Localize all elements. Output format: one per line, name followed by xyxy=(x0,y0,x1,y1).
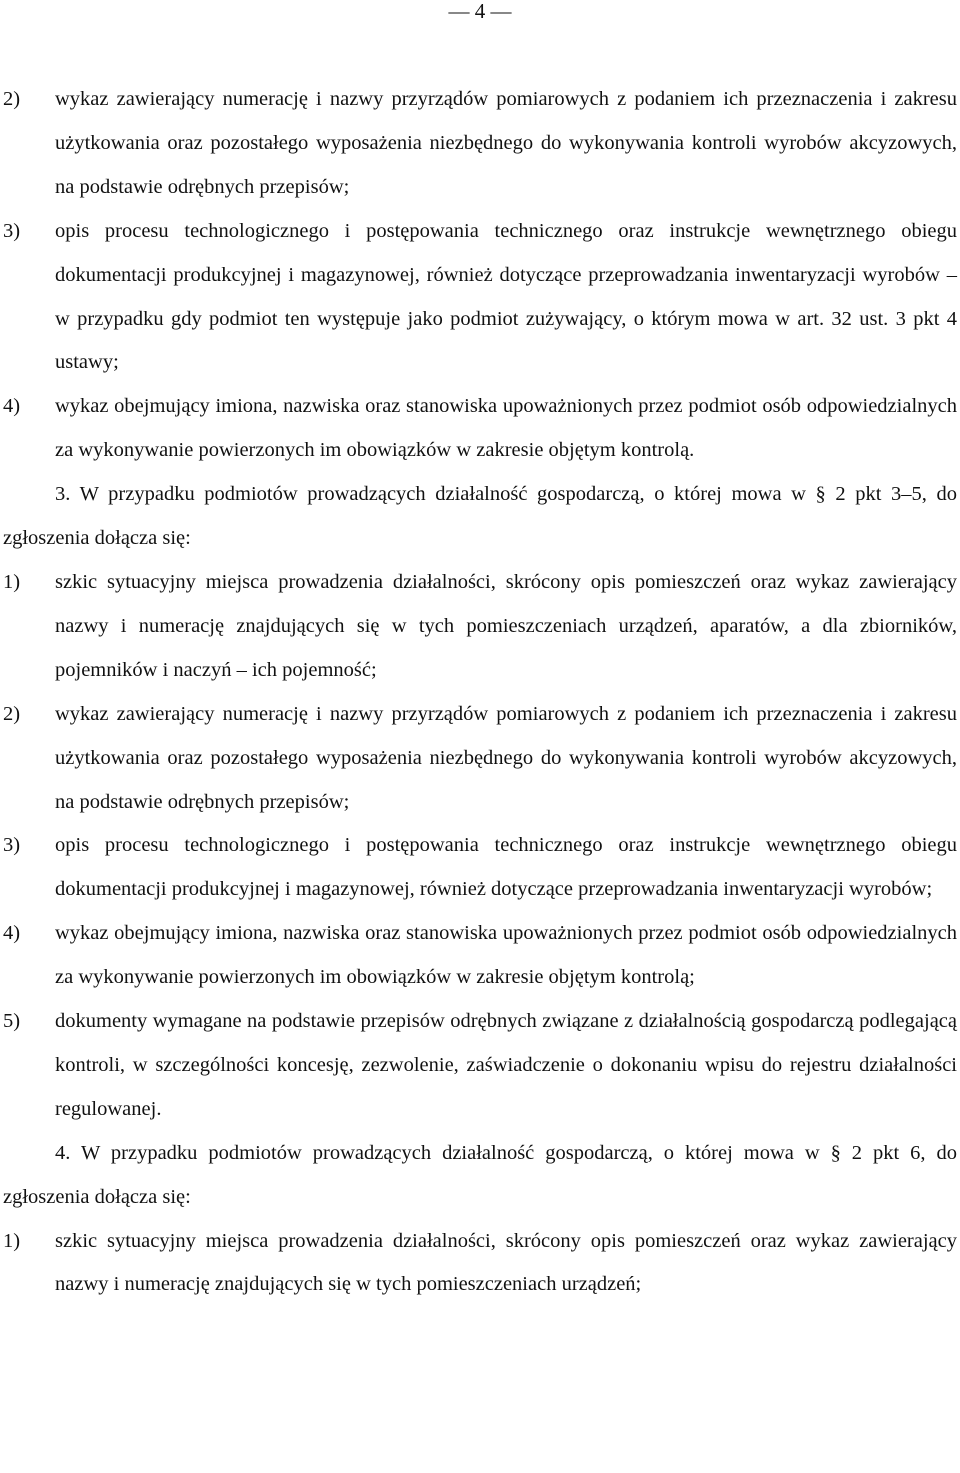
item-number: 3) xyxy=(3,834,21,857)
item-number: 1) xyxy=(3,1229,21,1252)
list-item xyxy=(3,912,957,1000)
item-number: 5) xyxy=(3,1010,21,1033)
item-number: 2) xyxy=(3,88,21,110)
list-item xyxy=(3,385,957,473)
list-item xyxy=(3,78,957,210)
list-item xyxy=(3,210,957,386)
item-number: 4) xyxy=(3,395,21,418)
list-item xyxy=(3,824,957,912)
item-text: wykaz zawierający numerację i nazwy przyrządów pomiarowych z podaniem ich przeznaczenia i zakresu użytkowania oraz pozostałego wyposażenia niezbędnego do wykonywania kontroli wyrobów akcyzowych, na podstawie odrębnych przepisów; xyxy=(55,702,957,813)
item-text: opis procesu technologicznego i postępowania technicznego oraz instrukcje wewnętrznego obiegu dokumentacji produkcyjnej i magazynowej, również dotyczące przeprowadzania inwentaryzacji wyrobów – w przypadku gdy podmiot ten występuje jako podmiot zużywający, o którym mowa w art. 32 ust. 3 pkt 4 ustawy; xyxy=(55,219,957,374)
paragraph-3: 3. W przypadku podmiotów prowadzących działalność gospodarczą, o której mowa w § 2 pkt 3–5, do zgłoszenia dołącza się: xyxy=(3,483,957,550)
item-number: 2) xyxy=(3,702,21,725)
document-body xyxy=(3,78,957,1307)
item-number: 3) xyxy=(3,219,21,242)
item-text: opis procesu technologicznego i postępowania technicznego oraz instrukcje wewnętrznego obiegu dokumentacji produkcyjnej i magazynowej, również dotyczące przeprowadzania inwentaryzacji wyrobów; xyxy=(55,834,957,901)
list-item xyxy=(3,561,957,693)
page-number: — 4 — xyxy=(448,0,512,23)
list-item xyxy=(3,1220,957,1308)
item-text: dokumenty wymagane na podstawie przepisów odrębnych związane z działalnością gospodarczą podlegającą kontroli, w szczególności koncesję, zezwolenie, zaświadczenie o dokonaniu wpisu do rejestru działalności regulowanej. xyxy=(55,1010,957,1120)
item-number: 4) xyxy=(3,922,21,945)
list-item xyxy=(3,693,957,825)
item-text: szkic sytuacyjny miejsca prowadzenia działalności, skrócony opis pomieszczeń oraz wykaz zawierający nazwy i numerację znajdujących się w tych pomieszczeniach urządzeń, aparatów, a dla zbiorników, pojemników i naczyń – ich pojemność; xyxy=(55,570,957,681)
list-item xyxy=(3,1000,957,1132)
item-text: wykaz obejmujący imiona, nazwiska oraz stanowiska upoważnionych przez podmiot osób odpowiedzialnych za wykonywanie powierzonych im obowiązków w zakresie objętym kontrolą; xyxy=(55,922,957,989)
paragraph-4: 4. W przypadku podmiotów prowadzących działalność gospodarczą, o której mowa w § 2 pkt 6, do zgłoszenia dołącza się: xyxy=(3,1141,957,1208)
item-text: szkic sytuacyjny miejsca prowadzenia działalności, skrócony opis pomieszczeń oraz wykaz zawierający nazwy i numerację znajdujących się w tych pomieszczeniach urządzeń; xyxy=(55,1229,957,1296)
item-text: wykaz obejmujący imiona, nazwiska oraz stanowiska upoważnionych przez podmiot osób odpowiedzialnych za wykonywanie powierzonych im obowiązków w zakresie objętym kontrolą. xyxy=(55,395,957,462)
item-text: wykaz zawierający numerację i nazwy przyrządów pomiarowych z podaniem ich przeznaczenia i zakresu użytkowania oraz pozostałego wyposażenia niezbędnego do wykonywania kontroli wyrobów akcyzowych, na podstawie odrębnych przepisów; xyxy=(55,88,957,198)
item-number: 1) xyxy=(3,570,21,593)
